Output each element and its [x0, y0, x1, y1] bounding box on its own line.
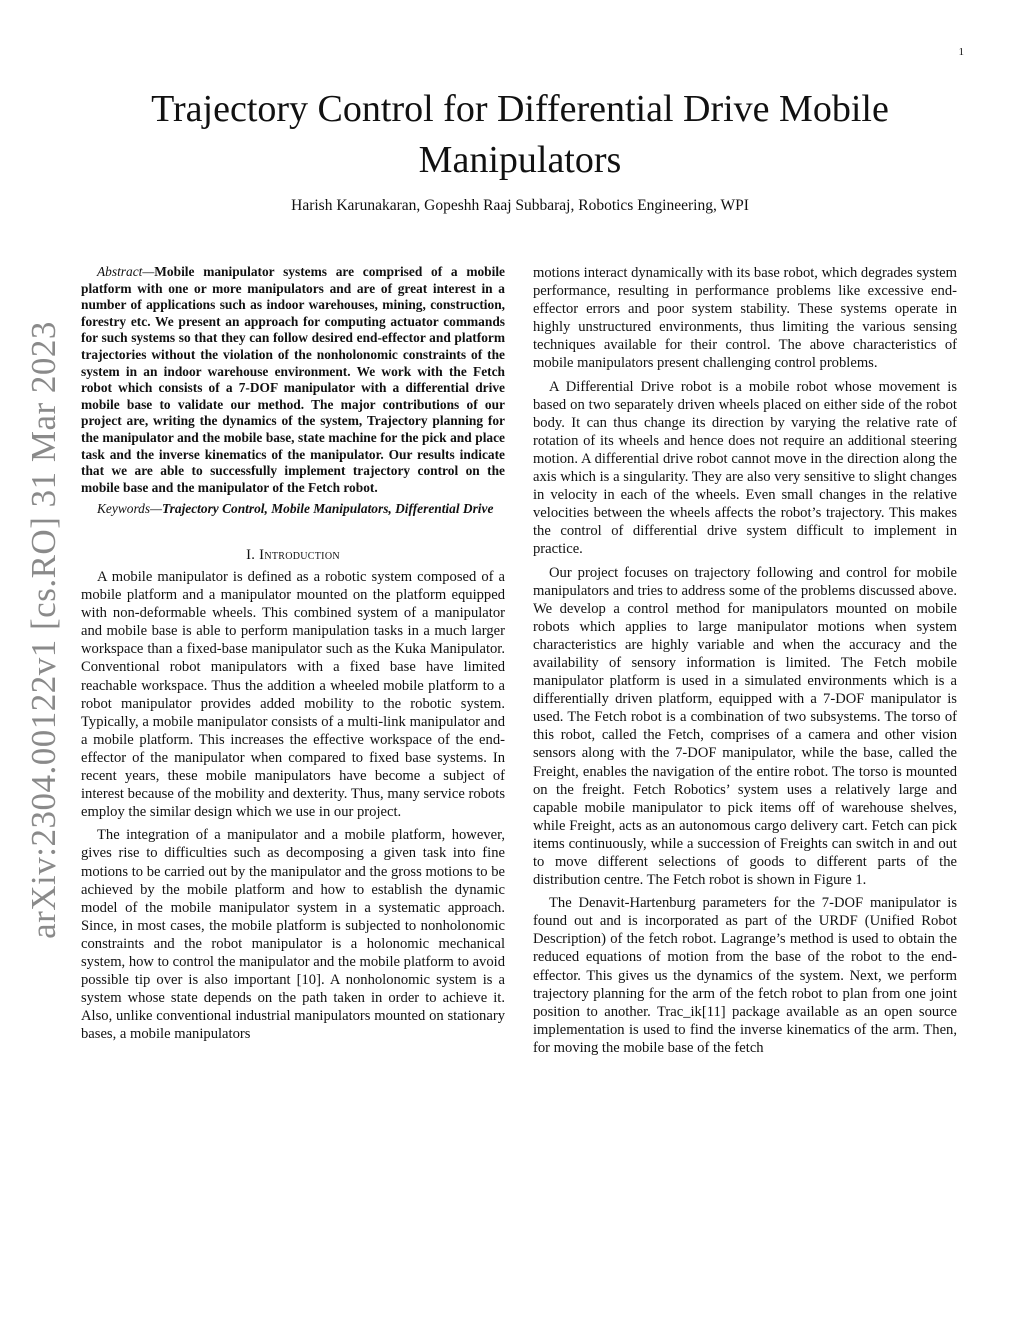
paragraph: A mobile manipulator is defined as a robotic system composed of a mobile platform and a manipulator mounted on the platform equipped with non-deformable wheels. This combined system of a manipulator and mobile base is able to perform manipulation tasks in a much larger workspace than a fixed-base manipulator such as the Kuka Manipulator. Conventional robot manipulators with a fixed base have limited reachable workspace. Thus the addition a wheeled mobile platform to a robot manipulator provides added mobility to the robotic system. Typically, a mobile manipulator consists of a multi-link manipulator and a mobile platform. This increases the effective workspace of the end-effector of the manipulator when compared to fixed base systems. In recent years, these mobile manipulators have become a subject of interest because of the mobility and dexterity. Thus, many service robots employ the similar design which we use in our project. [81, 569, 505, 821]
abstract [81, 264, 505, 496]
keywords-text: Trajectory Control, Mobile Manipulators, Differential Drive [161, 501, 494, 517]
paragraph: motions interact dynamically with its base robot, which degrades system performance, resulting in performance problems like excessive end-effector errors and poor system stability. These systems operate in highly unstructured environments, thus limiting the various sensing techniques available for their control. The above characteristics of mobile manipulators present challenging control problems. [533, 265, 957, 372]
author-line: Harish Karunakaran, Gopeshh Raaj Subbaraj, Robotics Engineering, WPI [291, 197, 749, 214]
keywords-label: Keywords— [97, 501, 162, 517]
keywords [81, 501, 505, 518]
paragraph: The Denavit-Hartenburg parameters for the 7-DOF manipulator is found out and is incorporated as part of the URDF (Unified Robot Description) of the fetch robot. Lagrange’s method is used to obtain the reduced equations of motion from the base of the robot to the end-effector. This gives us the dynamics of the system. Next, we perform trajectory planning for the arm of the fetch robot to plan from one joint position to another. Trac_ik[11] package available as an open source implementation is used to find the inverse kinematics of the arm. Then, for moving the mobile base of the fetch [533, 895, 957, 1056]
left-column [81, 264, 505, 1043]
paragraph: Our project focuses on trajectory following and control for mobile manipulators and tries to address some of the problems discussed above. We develop a control method for manipulators mounted on mobile robots which applies to large manipulator motions when system characteristics are highly variable and when the accuracy and the availability of sensory information is limited. The Fetch mobile manipulator platform is used in a simulated environments which is a differentially driven platform, equipped with a 7-DOF manipulator is used. The Fetch robot is a combination of two subsystems. The torso of this robot, called the Fetch, comprises of a camera and other vision sensors along with the 7-DOF manipulator, while the base, called the Freight, enables the navigation of the entire robot. The torso is mounted on the freight. Fetch Robotics’ system uses a relatively large and capable mobile manipulator to pick items off of warehouse shelves, while Freight, acts as an autonomous cargo delivery cart. Fetch can pick items continuously, while a succession of Freights can switch in and out to move different selections of goods to different parts of the distribution centre. The Fetch robot is shown in Figure 1. [533, 564, 957, 889]
abstract-text: Mobile manipulator systems are comprised of a mobile platform with one or more manipulators and are of great interest in a number of applications such as indoor warehouses, mining, construction, forestry etc. We present an approach for computing actuator commands for such systems so that they can follow desired end-effector and platform trajectories without the violation of the nonholonomic constraints of the system in an indoor warehouse environment. We work with the Fetch robot which consists of a 7-DOF manipulator with a differential drive mobile base to validate our method. The major contributions of our project are, writing the dynamics of the system, Trajectory planning for the manipulator and the mobile base, state machine for the pick and place task and the inverse kinematics of the manipulator. Our results indicate that we are able to successfully implement trajectory control on the mobile base and the manipulator of the Fetch robot. [81, 264, 505, 495]
section-heading-introduction: I. Introduction [246, 546, 340, 563]
paragraph: The integration of a manipulator and a mobile platform, however, gives rise to difficulties such as decomposing a given task into fine motions to be carried out by the manipulator and the gross motions to be achieved by the mobile platform and how to establish the dynamic model of the mobile manipulator system in a systematic approach. Since, in most cases, the mobile platform is subjected to nonholonomic constraints and the robot manipulator is a holonomic mechanical system, how to control the manipulator and the mobile platform to avoid possible tip over is also important [10]. A nonholonomic system is a system whose state depends on the path taken in order to achieve it. Also, unlike conventional industrial manipulators mounted on stationary bases, a mobile manipulators [81, 827, 505, 1043]
page-number: 1 [958, 46, 964, 58]
paragraph: A Differential Drive robot is a mobile robot whose movement is based on two separately driven wheels placed on either side of the robot body. It can thus change its direction by varying the relative rate of rotation of its wheels and hence does not require an additional steering motion. A differential drive robot cannot move in the direction along the axis which is a singularity. They are also very sensitive to slight changes in velocity in each of the wheels. Even small changes in the relative velocities between the wheels affects the robot’s trajectory. This makes the control of differential drive system difficult to implement in practice. [533, 378, 957, 558]
right-column [533, 264, 957, 1057]
paper-title: Trajectory Control for Differential Drive Mobile Manipulators [151, 88, 889, 181]
arxiv-identifier-text: arXiv:2304.00122v1 [cs.RO] 31 Mar 2023 [24, 321, 63, 939]
arxiv-identifier-stamp [4, 250, 84, 1010]
abstract-label: Abstract— [97, 264, 155, 279]
